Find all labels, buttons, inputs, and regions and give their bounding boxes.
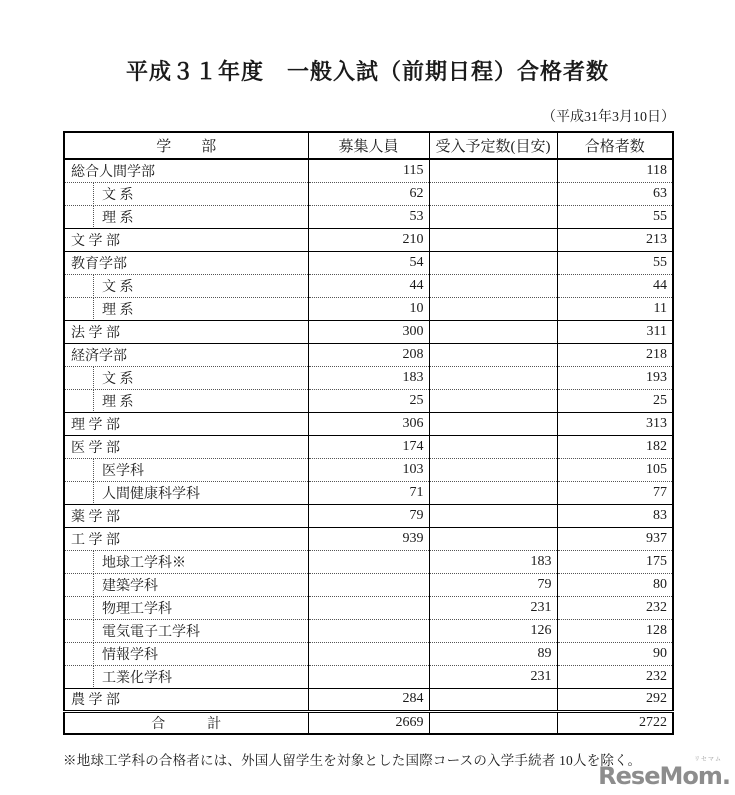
- passed-cell: 83: [557, 504, 673, 527]
- recruit-cell: [308, 642, 429, 665]
- faculty-cell: 情報学科: [64, 642, 308, 665]
- expected-cell: [429, 711, 557, 734]
- table-row: [64, 665, 673, 688]
- expected-cell: [429, 205, 557, 228]
- table-row: [64, 504, 673, 527]
- passed-cell: 182: [557, 435, 673, 458]
- expected-cell: 79: [429, 573, 557, 596]
- recruit-cell: 54: [308, 251, 429, 274]
- passed-cell: 313: [557, 412, 673, 435]
- passed-cell: 311: [557, 320, 673, 343]
- table-header: [64, 132, 673, 159]
- passed-cell: 55: [557, 251, 673, 274]
- table-row: [64, 274, 673, 297]
- table-row: [64, 205, 673, 228]
- recruit-cell: [308, 665, 429, 688]
- passed-cell: 11: [557, 297, 673, 320]
- table-row: [64, 389, 673, 412]
- expected-cell: 89: [429, 642, 557, 665]
- faculty-cell: 法 学 部: [64, 320, 308, 343]
- expected-cell: [429, 481, 557, 504]
- table-row: [64, 343, 673, 366]
- faculty-cell: 工業化学科: [64, 665, 308, 688]
- passed-cell: 232: [557, 665, 673, 688]
- faculty-cell: 総合人間学部: [71, 164, 155, 180]
- faculty-cell: 地球工学科※: [64, 550, 308, 573]
- passed-cell: 77: [557, 481, 673, 504]
- faculty-cell: 経済学部: [64, 343, 308, 366]
- expected-cell: [429, 389, 557, 412]
- passed-cell: 193: [557, 366, 673, 389]
- expected-cell: 231: [429, 596, 557, 619]
- header-faculty: 学 部: [64, 132, 308, 159]
- faculty-cell: 工 学 部: [64, 527, 308, 550]
- passed-cell: 937: [557, 527, 673, 550]
- expected-cell: [429, 412, 557, 435]
- expected-cell: [429, 228, 557, 251]
- results-table: [63, 131, 674, 735]
- table-row: [64, 688, 673, 711]
- recruit-cell: 939: [308, 527, 429, 550]
- table-row: [64, 481, 673, 504]
- recruit-cell: [308, 550, 429, 573]
- footnote: ※地球工学科の合格者には、外国人留学生を対象とした国際コースの入学手続者 10人を除く。: [63, 753, 642, 768]
- faculty-cell: 医 学 部: [64, 435, 308, 458]
- table-row: [64, 320, 673, 343]
- table-row: [64, 642, 673, 665]
- expected-cell: 126: [429, 619, 557, 642]
- expected-cell: [429, 251, 557, 274]
- faculty-cell: 文 系: [64, 182, 308, 205]
- expected-cell: [429, 343, 557, 366]
- recruit-cell: 115: [308, 159, 429, 182]
- faculty-cell: 物理工学科: [64, 596, 308, 619]
- table-row: [64, 412, 673, 435]
- recruit-cell: 174: [308, 435, 429, 458]
- passed-cell: 2722: [557, 711, 673, 734]
- header-passed: 合格者数: [557, 132, 673, 159]
- expected-cell: [429, 159, 557, 182]
- passed-cell: 25: [557, 389, 673, 412]
- expected-cell: [429, 504, 557, 527]
- faculty-cell: 理 系: [64, 297, 308, 320]
- table-row: [64, 182, 673, 205]
- passed-cell: 175: [557, 550, 673, 573]
- passed-cell: 90: [557, 642, 673, 665]
- faculty-cell: 電気電子工学科: [64, 619, 308, 642]
- faculty-cell: 農 学 部: [64, 688, 308, 711]
- table-row: [64, 573, 673, 596]
- expected-cell: [429, 297, 557, 320]
- table-row: [64, 458, 673, 481]
- table-row: [64, 297, 673, 320]
- faculty-cell: 合 計: [64, 711, 308, 734]
- passed-cell: 63: [557, 182, 673, 205]
- passed-cell: 80: [557, 573, 673, 596]
- passed-cell: 44: [557, 274, 673, 297]
- recruit-cell: 284: [308, 688, 429, 711]
- faculty-cell: 薬 学 部: [64, 504, 308, 527]
- faculty-cell: 文 系: [64, 274, 308, 297]
- faculty-cell: 理 学 部: [64, 412, 308, 435]
- recruit-cell: 53: [308, 205, 429, 228]
- faculty-cell: 人間健康科学科: [64, 481, 308, 504]
- faculty-cell: 文 系: [64, 366, 308, 389]
- table-row: [64, 366, 673, 389]
- recruit-cell: 306: [308, 412, 429, 435]
- faculty-cell: 医学科: [64, 458, 308, 481]
- passed-cell: 292: [557, 688, 673, 711]
- expected-cell: [429, 320, 557, 343]
- recruit-cell: [308, 596, 429, 619]
- table-row: [64, 159, 673, 182]
- expected-cell: [429, 688, 557, 711]
- passed-cell: 55: [557, 205, 673, 228]
- expected-cell: 231: [429, 665, 557, 688]
- faculty-cell: 建築学科: [64, 573, 308, 596]
- logo-ruby-text: リセマム: [694, 756, 722, 763]
- faculty-cell: 理 系: [64, 205, 308, 228]
- table-body: [64, 159, 673, 734]
- faculty-cell: 文 学 部: [64, 228, 308, 251]
- logo-text: ReseMom.: [598, 762, 730, 790]
- expected-cell: [429, 458, 557, 481]
- resemom-logo: [598, 756, 730, 792]
- faculty-cell: 理 系: [64, 389, 308, 412]
- recruit-cell: 62: [308, 182, 429, 205]
- passed-cell: 105: [557, 458, 673, 481]
- recruit-cell: 208: [308, 343, 429, 366]
- expected-cell: [429, 366, 557, 389]
- expected-cell: 183: [429, 550, 557, 573]
- recruit-cell: [308, 573, 429, 596]
- recruit-cell: 183: [308, 366, 429, 389]
- table-row: [64, 619, 673, 642]
- table-row: [64, 596, 673, 619]
- recruit-cell: 300: [308, 320, 429, 343]
- recruit-cell: 2669: [308, 711, 429, 734]
- recruit-cell: 25: [308, 389, 429, 412]
- passed-cell: 232: [557, 596, 673, 619]
- date-note: （平成31年3月10日）: [542, 110, 675, 125]
- faculty-cell: 教育学部: [64, 251, 308, 274]
- recruit-cell: 71: [308, 481, 429, 504]
- table-row: [64, 435, 673, 458]
- recruit-cell: 10: [308, 297, 429, 320]
- header-recruit: 募集人員: [308, 132, 429, 159]
- page-title: 平成３１年度 一般入試（前期日程）合格者数: [125, 59, 609, 84]
- table-row: [64, 251, 673, 274]
- table-row: [64, 527, 673, 550]
- table-row: [64, 711, 673, 734]
- expected-cell: [429, 435, 557, 458]
- passed-cell: 213: [557, 228, 673, 251]
- recruit-cell: 210: [308, 228, 429, 251]
- header-expected: 受入予定数(目安): [429, 132, 557, 159]
- expected-cell: [429, 527, 557, 550]
- passed-cell: 128: [557, 619, 673, 642]
- expected-cell: [429, 182, 557, 205]
- recruit-cell: 103: [308, 458, 429, 481]
- table-row: [64, 550, 673, 573]
- passed-cell: 218: [557, 343, 673, 366]
- passed-cell: 118: [557, 159, 673, 182]
- expected-cell: [429, 274, 557, 297]
- recruit-cell: [308, 619, 429, 642]
- recruit-cell: 79: [308, 504, 429, 527]
- recruit-cell: 44: [308, 274, 429, 297]
- table-row: [64, 228, 673, 251]
